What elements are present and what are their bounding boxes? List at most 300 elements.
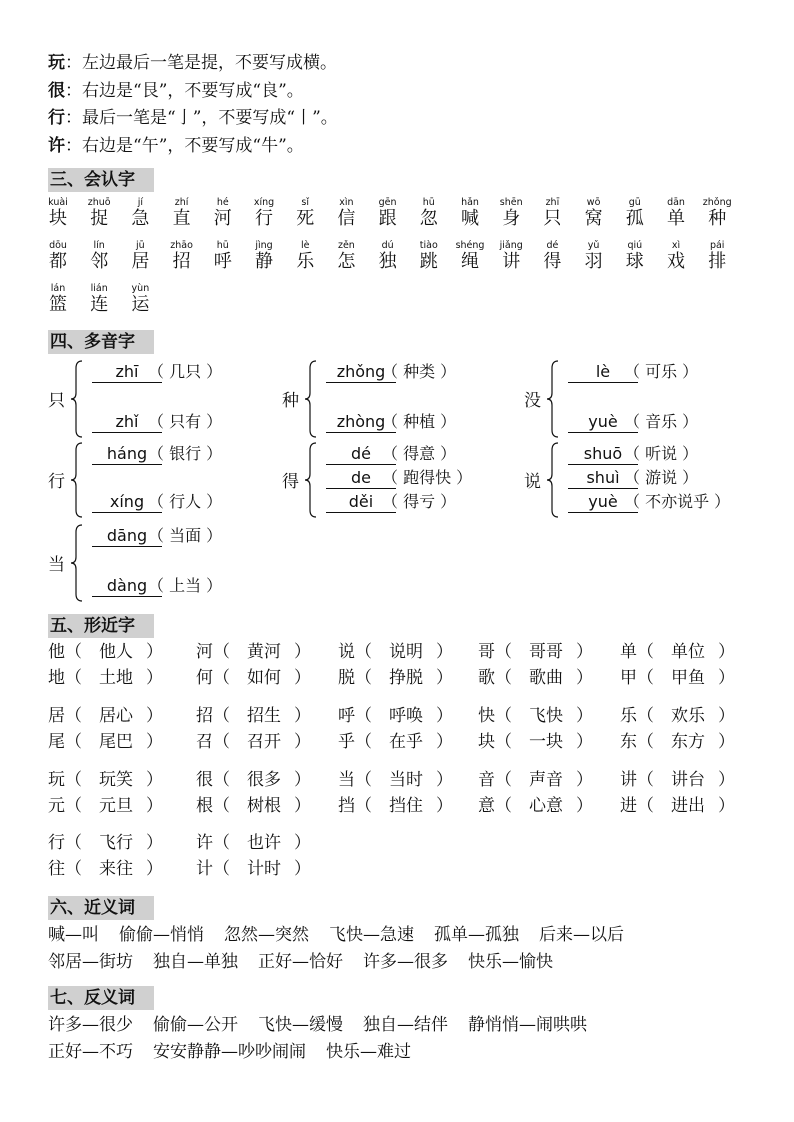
similar-word: 玩笑	[99, 770, 133, 790]
similar-word: 声音	[529, 770, 563, 790]
synonym-pair: 喊—叫	[48, 925, 99, 945]
similar-char: 很（	[196, 770, 230, 790]
pinyin-label: qiú	[627, 240, 643, 251]
hanzi-char: 忽	[419, 208, 438, 229]
polyphone-pinyin: yuè	[568, 492, 638, 513]
recognize-item	[285, 197, 325, 230]
antonym-line	[48, 1012, 607, 1038]
note-line	[48, 50, 338, 78]
hanzi-char: 死	[296, 208, 315, 229]
recognize-item	[368, 197, 408, 230]
pinyin-label: xì	[671, 240, 681, 251]
hanzi-char: 连	[90, 294, 109, 315]
similar-pair	[48, 705, 163, 727]
close-paren: ）	[576, 732, 593, 752]
synonym-pair: 快乐—愉快	[468, 952, 553, 972]
recognize-item	[656, 240, 696, 273]
polyphone-word: （ 种类 ）	[382, 362, 457, 381]
pinyin-label: jiǎng	[499, 240, 523, 251]
similar-pair	[196, 769, 311, 791]
hanzi-char: 呼	[213, 251, 232, 272]
similar-char: 音（	[478, 770, 512, 790]
antonym-pair: 静悄悄—闹哄哄	[468, 1015, 587, 1035]
recognize-item	[491, 197, 531, 230]
polyphone-char: 得	[282, 472, 299, 492]
pinyin-label: gēn	[378, 197, 397, 208]
brace-icon	[70, 360, 84, 438]
similar-pair	[478, 705, 593, 727]
pinyin-label: jìng	[255, 240, 273, 251]
similar-char: 意（	[478, 796, 512, 816]
polyphone-char: 说	[524, 472, 541, 492]
polyphone-pinyin: zhī	[92, 362, 162, 383]
similar-pair	[338, 795, 453, 817]
pinyin-label: shēn	[499, 197, 523, 208]
polyphone-pinyin: shuō	[568, 444, 638, 465]
similar-pair	[620, 641, 735, 663]
brace-icon	[546, 360, 560, 438]
similar-word: 黄河	[247, 642, 281, 662]
hanzi-char: 静	[255, 251, 273, 272]
similar-pair	[620, 667, 735, 689]
brace-icon	[70, 524, 84, 602]
similar-char: 块（	[478, 732, 512, 752]
recognize-item	[409, 197, 449, 230]
close-paren: ）	[294, 668, 311, 688]
hanzi-char: 种	[708, 208, 727, 229]
similar-char: 元（	[48, 796, 82, 816]
similar-word: 计时	[247, 859, 281, 879]
similar-pair	[620, 795, 735, 817]
note-text: ：右边是“午”，不要写成“牛”。	[65, 135, 304, 156]
close-paren: ）	[718, 668, 735, 688]
brace-icon	[304, 442, 318, 518]
similar-pair	[478, 795, 593, 817]
polyphone-word: （ 当面 ）	[148, 526, 223, 545]
hanzi-char: 球	[625, 251, 644, 272]
close-paren: ）	[294, 732, 311, 752]
polyphone-pinyin: dé	[326, 444, 396, 465]
similar-word: 欢乐	[671, 706, 705, 726]
similar-pair	[48, 832, 163, 854]
similar-word: 当时	[389, 770, 423, 790]
polyphone-word: （ 上当 ）	[148, 576, 223, 595]
similar-char: 往（	[48, 859, 82, 879]
polyphone-word: （ 只有 ）	[148, 412, 223, 431]
similar-char: 当（	[338, 770, 372, 790]
similar-pair	[620, 769, 735, 791]
pinyin-label: dān	[667, 197, 685, 208]
synonym-line	[48, 922, 644, 948]
similar-char: 乐（	[620, 706, 654, 726]
synonym-pair: 许多—很多	[363, 952, 448, 972]
polyphone-char: 种	[282, 391, 299, 411]
similar-pair	[48, 858, 163, 880]
recognize-item	[120, 197, 160, 230]
similar-char: 招（	[196, 706, 230, 726]
close-paren: ）	[576, 706, 593, 726]
similar-pair	[196, 858, 311, 880]
similar-char: 歌（	[478, 668, 512, 688]
close-paren: ）	[294, 642, 311, 662]
polyphone-word: （ 得意 ）	[382, 444, 457, 463]
similar-pair	[196, 832, 311, 854]
pinyin-label: lín	[93, 240, 105, 251]
hanzi-char: 招	[172, 251, 191, 272]
synonym-pair: 忽然—突然	[224, 925, 309, 945]
close-paren: ）	[294, 706, 311, 726]
similar-word: 哥哥	[529, 642, 563, 662]
similar-word: 讲台	[671, 770, 705, 790]
similar-word: 一块	[529, 732, 563, 752]
recognize-item	[450, 197, 490, 230]
polyphone-word: （ 游说 ）	[624, 468, 699, 487]
antonym-pair: 独自—结伴	[363, 1015, 448, 1035]
recognize-item	[38, 240, 78, 273]
recognize-item	[120, 240, 160, 273]
note-text: ：右边是“艮”，不要写成“良”。	[65, 80, 304, 101]
recognize-item	[244, 240, 284, 273]
similar-pair	[196, 641, 311, 663]
close-paren: ）	[718, 732, 735, 752]
similar-char: 脱（	[338, 668, 372, 688]
pinyin-label: shéng	[455, 240, 485, 251]
recognize-item	[326, 197, 366, 230]
pinyin-label: pái	[709, 240, 725, 251]
similar-word: 土地	[99, 668, 133, 688]
similar-pair	[196, 667, 311, 689]
polyphone-word: （ 银行 ）	[148, 444, 223, 463]
synonym-line	[48, 949, 573, 975]
pinyin-label: zhī	[545, 197, 560, 208]
similar-char: 河（	[196, 642, 230, 662]
similar-word: 飞快	[529, 706, 563, 726]
similar-word: 挣脱	[389, 668, 423, 688]
close-paren: ）	[436, 796, 453, 816]
recognize-item	[203, 240, 243, 273]
similar-char: 他（	[48, 642, 82, 662]
hanzi-char: 喊	[461, 208, 479, 229]
synonym-pair: 邻居—街坊	[48, 952, 133, 972]
close-paren: ）	[576, 770, 593, 790]
hanzi-char: 身	[502, 208, 521, 229]
pinyin-label: yǔ	[587, 240, 600, 251]
pinyin-label: zhāo	[170, 240, 193, 251]
note-char: 很	[48, 80, 65, 101]
similar-char: 快（	[478, 706, 512, 726]
recognize-item	[574, 197, 614, 230]
similar-char: 许（	[196, 833, 230, 853]
polyphone-pinyin: zhòng	[326, 412, 396, 433]
close-paren: ）	[294, 833, 311, 853]
similar-word: 他人	[99, 642, 133, 662]
polyphone-pinyin: de	[326, 468, 396, 489]
close-paren: ）	[146, 706, 163, 726]
polyphone-char: 没	[524, 391, 541, 411]
recognize-item	[532, 240, 572, 273]
antonym-pair: 偷偷—公开	[153, 1015, 238, 1035]
pinyin-label: tiào	[419, 240, 438, 251]
synonym-pair: 偷偷—悄悄	[119, 925, 204, 945]
similar-word: 歌曲	[529, 668, 563, 688]
hanzi-char: 讲	[502, 251, 521, 272]
section-heading-antonyms: 七、反义词	[48, 986, 154, 1010]
similar-pair	[620, 705, 735, 727]
polyphone-word: （ 音乐 ）	[624, 412, 699, 431]
recognize-item	[162, 197, 202, 230]
recognize-item	[615, 197, 655, 230]
similar-char: 何（	[196, 668, 230, 688]
hanzi-char: 河	[213, 208, 232, 229]
similar-word: 很多	[247, 770, 281, 790]
hanzi-char: 居	[131, 251, 150, 272]
close-paren: ）	[146, 732, 163, 752]
synonym-pair: 后来—以后	[539, 925, 624, 945]
similar-pair	[196, 731, 311, 753]
recognize-item	[38, 197, 78, 230]
note-text: ：最后一笔是“亅”，不要写成“丨”。	[65, 108, 338, 128]
similar-word: 元旦	[99, 796, 133, 816]
similar-char: 东（	[620, 732, 654, 752]
similar-pair	[338, 667, 453, 689]
pinyin-label: zhí	[174, 197, 189, 208]
hanzi-char: 得	[543, 251, 562, 272]
pinyin-label: lè	[300, 240, 310, 251]
pinyin-label: dú	[381, 240, 394, 251]
recognize-item	[326, 240, 366, 273]
similar-pair	[196, 705, 311, 727]
hanzi-char: 乐	[296, 251, 315, 272]
pinyin-label: dōu	[49, 240, 67, 251]
similar-char: 玩（	[48, 770, 82, 790]
similar-pair	[478, 641, 593, 663]
polyphone-pinyin: děi	[326, 492, 396, 513]
polyphone-pinyin: shuì	[568, 468, 638, 489]
similar-word: 如何	[247, 668, 281, 688]
recognize-item	[120, 283, 160, 316]
hanzi-char: 邻	[90, 251, 109, 272]
recognize-item	[409, 240, 449, 273]
brace-icon	[70, 442, 84, 518]
hanzi-char: 排	[708, 251, 727, 272]
recognize-item	[162, 240, 202, 273]
similar-pair	[48, 731, 163, 753]
pinyin-label: jí	[137, 197, 144, 208]
pinyin-label: hé	[216, 197, 229, 208]
hanzi-char: 怎	[337, 251, 356, 272]
polyphone-word: （ 得亏 ）	[382, 492, 457, 511]
polyphone-word: （ 几只 ）	[148, 362, 223, 381]
antonym-pair: 快乐—难过	[326, 1042, 411, 1062]
hanzi-char: 都	[49, 251, 67, 272]
antonym-pair: 许多—很少	[48, 1015, 133, 1035]
pinyin-label: hǎn	[461, 197, 479, 208]
pinyin-label: kuài	[48, 197, 68, 208]
recognize-item	[368, 240, 408, 273]
pinyin-label: dé	[546, 240, 559, 251]
close-paren: ）	[718, 796, 735, 816]
polyphone-pinyin: háng	[92, 444, 162, 465]
hanzi-char: 行	[255, 208, 273, 229]
section-heading-recognize: 三、会认字	[48, 168, 154, 192]
recognize-item	[38, 283, 78, 316]
recognize-item	[615, 240, 655, 273]
hanzi-char: 单	[667, 208, 685, 229]
similar-pair	[48, 641, 163, 663]
recognize-item	[491, 240, 531, 273]
polyphone-pinyin: dàng	[92, 576, 162, 597]
similar-char: 召（	[196, 732, 230, 752]
hanzi-char: 孤	[625, 208, 644, 229]
close-paren: ）	[146, 642, 163, 662]
pinyin-label: zhuō	[87, 197, 111, 208]
similar-word: 树根	[247, 796, 281, 816]
similar-word: 也许	[247, 833, 281, 853]
stroke-notes	[48, 50, 338, 160]
similar-char: 居（	[48, 706, 82, 726]
recognize-item	[450, 240, 490, 273]
close-paren: ）	[718, 706, 735, 726]
close-paren: ）	[146, 770, 163, 790]
similar-word: 在乎	[389, 732, 423, 752]
recognize-item	[697, 197, 737, 230]
section-heading-synonyms: 六、近义词	[48, 896, 154, 920]
pinyin-label: yùn	[131, 283, 150, 294]
polyphone-word: （ 听说 ）	[624, 444, 699, 463]
polyphone-word: （ 种植 ）	[382, 412, 457, 431]
hanzi-char: 块	[49, 208, 67, 229]
pinyin-label: lián	[90, 283, 108, 294]
similar-word: 召开	[247, 732, 281, 752]
close-paren: ）	[436, 668, 453, 688]
polyphone-pinyin: dāng	[92, 526, 162, 547]
similar-pair	[196, 795, 311, 817]
similar-char: 单（	[620, 642, 654, 662]
similar-word: 东方	[671, 732, 705, 752]
similar-char: 挡（	[338, 796, 372, 816]
polyphone-pinyin: yuè	[568, 412, 638, 433]
pinyin-label: xìn	[339, 197, 354, 208]
close-paren: ）	[436, 642, 453, 662]
pinyin-label: xíng	[253, 197, 275, 208]
close-paren: ）	[294, 859, 311, 879]
recognize-item	[79, 197, 119, 230]
polyphone-pinyin: lè	[568, 362, 638, 383]
pinyin-label: sǐ	[301, 197, 309, 208]
polyphone-pinyin: zhǐ	[92, 412, 162, 433]
close-paren: ）	[576, 668, 593, 688]
recognize-item	[656, 197, 696, 230]
similar-pair	[338, 705, 453, 727]
synonym-pair: 飞快—急速	[329, 925, 414, 945]
polyphone-word: （ 可乐 ）	[624, 362, 699, 381]
note-line	[48, 105, 338, 133]
close-paren: ）	[436, 770, 453, 790]
similar-pair	[338, 641, 453, 663]
similar-char: 行（	[48, 833, 82, 853]
section-heading-similar: 五、形近字	[48, 614, 154, 638]
hanzi-char: 直	[172, 208, 191, 229]
close-paren: ）	[718, 770, 735, 790]
similar-pair	[478, 667, 593, 689]
hanzi-char: 捉	[90, 208, 109, 229]
pinyin-label: zěn	[337, 240, 355, 251]
close-paren: ）	[146, 668, 163, 688]
similar-word: 甲鱼	[671, 668, 705, 688]
note-text: ：左边最后一笔是提，不要写成横。	[65, 53, 337, 73]
similar-pair	[478, 731, 593, 753]
similar-word: 心意	[529, 796, 563, 816]
pinyin-label: hū	[216, 240, 229, 251]
similar-pair	[478, 769, 593, 791]
recognize-item	[79, 240, 119, 273]
similar-pair	[338, 731, 453, 753]
polyphone-pinyin: xíng	[92, 492, 162, 513]
polyphone-word: （ 不亦说乎 ）	[624, 492, 731, 511]
similar-char: 进（	[620, 796, 654, 816]
hanzi-char: 戏	[667, 251, 685, 272]
similar-pair	[620, 731, 735, 753]
recognize-item	[697, 240, 737, 273]
similar-word: 飞行	[99, 833, 133, 853]
close-paren: ）	[576, 796, 593, 816]
pinyin-label: jū	[136, 240, 145, 251]
antonym-pair: 安安静静—吵吵闹闹	[153, 1042, 306, 1062]
close-paren: ）	[718, 642, 735, 662]
pinyin-label: wō	[586, 197, 601, 208]
hanzi-char: 窝	[584, 208, 603, 229]
pinyin-label: lán	[50, 283, 66, 294]
note-char: 行	[48, 108, 65, 128]
recognize-item	[532, 197, 572, 230]
note-char: 玩	[48, 53, 65, 73]
hanzi-char: 跟	[378, 208, 397, 229]
close-paren: ）	[146, 796, 163, 816]
close-paren: ）	[146, 833, 163, 853]
polyphone-pinyin: zhǒng	[326, 362, 396, 383]
brace-icon	[546, 442, 560, 518]
close-paren: ）	[576, 642, 593, 662]
similar-word: 尾巴	[99, 732, 133, 752]
recognize-item	[574, 240, 614, 273]
hanzi-char: 跳	[419, 251, 438, 272]
similar-char: 甲（	[620, 668, 654, 688]
note-line	[48, 78, 338, 106]
pinyin-label: hū	[422, 197, 435, 208]
hanzi-char: 只	[543, 208, 562, 229]
polyphone-word: （ 跑得快 ）	[382, 468, 473, 487]
similar-word: 挡住	[389, 796, 423, 816]
similar-char: 乎（	[338, 732, 372, 752]
polyphone-char: 只	[48, 391, 65, 411]
note-line	[48, 133, 338, 161]
antonym-line	[48, 1039, 431, 1065]
hanzi-char: 急	[131, 208, 150, 229]
synonym-pair: 孤单—孤独	[434, 925, 519, 945]
hanzi-char: 绳	[461, 251, 479, 272]
hanzi-char: 运	[131, 294, 150, 315]
similar-word: 说明	[389, 642, 423, 662]
synonym-pair: 独自—单独	[153, 952, 238, 972]
similar-pair	[338, 769, 453, 791]
similar-char: 地（	[48, 668, 82, 688]
similar-word: 招生	[247, 706, 281, 726]
recognize-item	[285, 240, 325, 273]
similar-word: 来往	[99, 859, 133, 879]
similar-char: 哥（	[478, 642, 512, 662]
polyphone-char: 行	[48, 472, 65, 492]
pinyin-label: zhǒng	[702, 197, 732, 208]
